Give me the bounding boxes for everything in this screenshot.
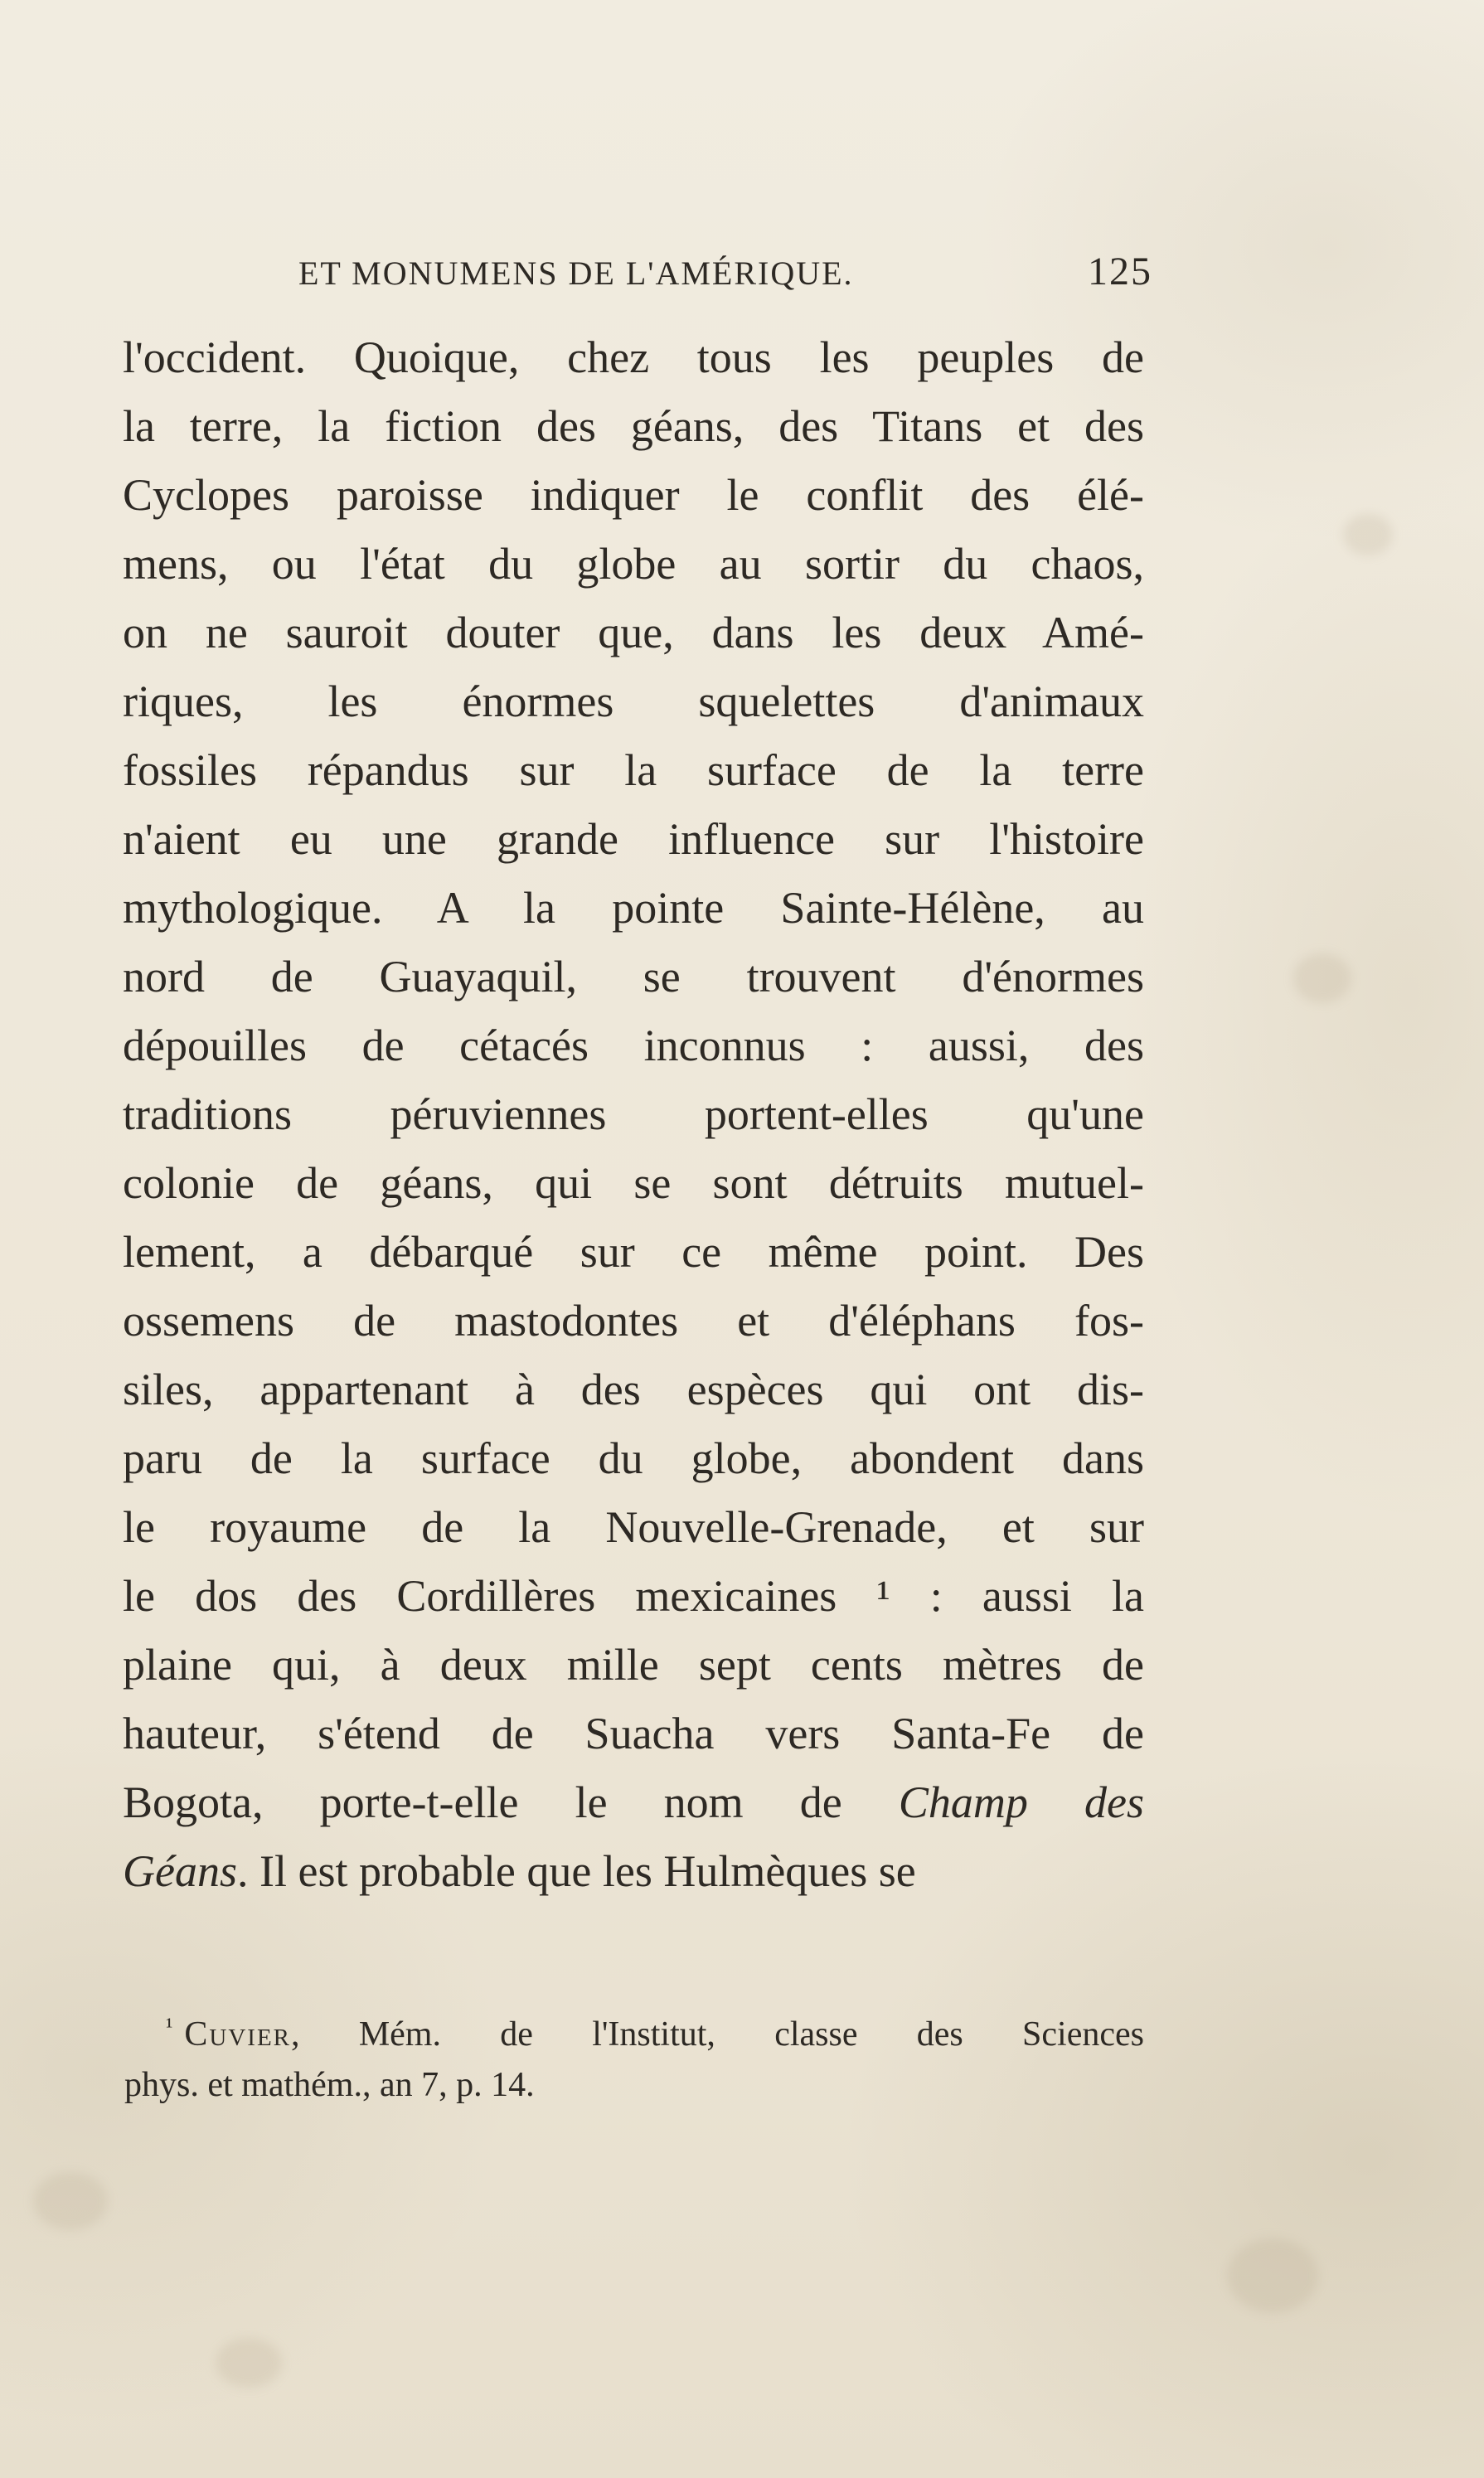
text-line: lement, a débarqué sur ce même point. Des	[123, 1227, 1144, 1277]
text-line: n'aient eu une grande influence sur l'histoire	[123, 814, 1144, 864]
text-line: nord de Guayaquil, se trouvent d'énormes	[123, 952, 1144, 1001]
footnote-line	[124, 1998, 1144, 2056]
text-segment: Bogota, porte-t-elle le nom de	[123, 1777, 899, 1827]
footnote-line: phys. et mathém., an 7, p. 14.	[124, 2066, 535, 2104]
text-line: fossiles répandus sur la surface de la terre	[123, 745, 1144, 795]
text-line: mythologique. A la pointe Sainte-Hélène, au	[123, 883, 1144, 933]
text-line	[123, 1768, 1144, 1837]
text-line: dépouilles de cétacés inconnus : aussi, des	[123, 1021, 1144, 1070]
paper-stain	[216, 2338, 282, 2388]
body-text	[123, 323, 1144, 1906]
text-line: on ne sauroit douter que, dans les deux Amé-	[123, 608, 1144, 657]
text-line: Cyclopes paroisse indiquer le conflit des élé-	[123, 470, 1144, 520]
text-line: traditions péruviennes portent-elles qu'une	[123, 1089, 1144, 1139]
text-line: mens, ou l'état du globe au sortir du chaos,	[123, 539, 1144, 589]
text-line: plaine qui, à deux mille sept cents mètres de	[123, 1640, 1144, 1690]
text-line	[123, 1837, 1144, 1906]
italic-term: Champ des	[898, 1777, 1144, 1827]
text-line: le royaume de la Nouvelle-Grenade, et sur	[123, 1502, 1144, 1552]
page-number: 125	[1088, 250, 1152, 293]
text-line: siles, appartenant à des espèces qui ont dis-	[123, 1365, 1144, 1414]
text-segment: . Il est probable que les Hulmèques se	[236, 1846, 916, 1896]
footnote-text: , Mém. de l'Institut, classe des Sciences	[291, 2015, 1144, 2054]
text-line: la terre, la fiction des géans, des Titans et des	[123, 401, 1144, 451]
paper-stain	[1227, 2238, 1318, 2313]
text-line: ossemens de mastodontes et d'éléphans fos-	[123, 1296, 1144, 1346]
text-line: paru de la surface du globe, abondent dans	[123, 1433, 1144, 1483]
text-line: le dos des Cordillères mexicaines ¹ : aussi la	[123, 1571, 1144, 1621]
footnote	[124, 1998, 1144, 2114]
text-line: colonie de géans, qui se sont détruits mutuel-	[123, 1158, 1144, 1208]
running-head: ET MONUMENS DE L'AMÉRIQUE.	[298, 255, 854, 292]
paper-stain	[1343, 514, 1393, 555]
paper-stain	[1293, 953, 1351, 1003]
footnote-author: Cuvier	[184, 2015, 292, 2054]
footnote-marker: ¹	[166, 2014, 173, 2039]
text-line: riques, les énormes squelettes d'animaux	[123, 676, 1144, 726]
italic-term: Géans	[123, 1846, 237, 1896]
text-line: l'occident. Quoique, chez tous les peuples de	[123, 332, 1144, 382]
text-line: hauteur, s'étend de Suacha vers Santa-Fe de	[123, 1709, 1144, 1758]
paper-stain	[33, 2172, 108, 2230]
